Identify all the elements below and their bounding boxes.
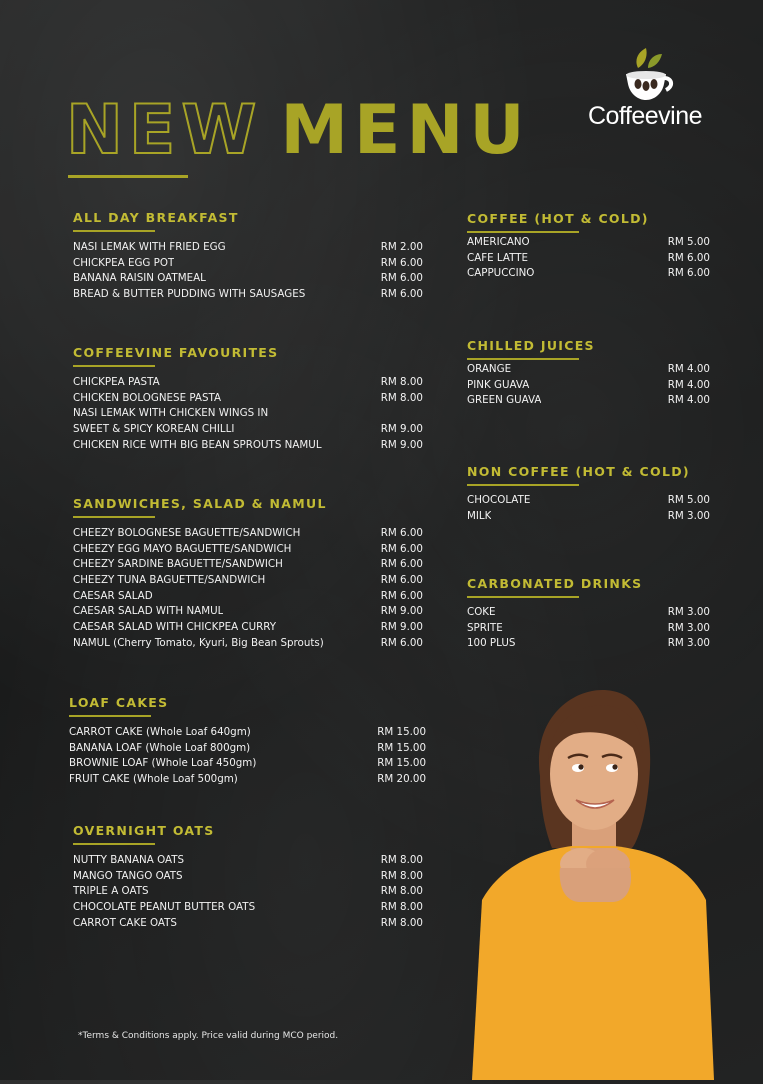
item-list [73,853,423,931]
menu-item-price: RM 3.00 [667,606,710,618]
section-underline [73,230,155,232]
section-non-coffee [467,463,710,524]
menu-item-price: RM 9.00 [380,621,423,634]
menu-item [73,884,423,900]
menu-item-name: COKE [467,606,496,618]
coffee-cup-with-leaves-icon [618,46,674,102]
menu-item-price: RM 15.00 [377,757,426,770]
section-underline [73,843,155,845]
menu-item-price: RM 6.00 [380,527,423,539]
menu-item [73,604,423,620]
menu-item [73,557,423,573]
menu-item [73,542,423,558]
section-underline [467,484,579,486]
menu-item-name: BROWNIE LOAF (Whole Loaf 450gm) [69,757,257,770]
menu-item-name: CAESAR SALAD [73,589,153,602]
item-list [69,725,426,788]
menu-item [73,916,423,932]
menu-item [69,725,426,741]
menu-item-name: BREAD & BUTTER PUDDING WITH SAUSAGES [73,288,306,301]
menu-item [73,438,423,454]
menu-item-name: SPRITE [467,621,503,634]
menu-item-price: RM 8.00 [380,869,423,882]
section-title: ALL DAY BREAKFAST [73,210,239,225]
menu-item-name: CHOCOLATE PEANUT BUTTER OATS [73,901,256,914]
terms-note: *Terms & Conditions apply. Price valid during MCO period. [78,1031,339,1041]
menu-item-name: CHICKEN RICE WITH BIG BEAN SPROUTS NAMUL [73,438,322,451]
section-title: COFFEEVINE FAVOURITES [73,345,279,360]
menu-item-price: RM 8.00 [380,885,423,898]
title-underline [68,175,188,178]
section-chilled-juices [467,337,710,409]
item-list [73,240,423,303]
menu-item-price: RM 9.00 [380,605,423,618]
menu-item-name: ORANGE [467,363,512,375]
section-underline [69,715,151,717]
brand-name: Coffeevine [587,102,703,130]
smiling-woman-photo [462,688,722,1080]
menu-item-name: MILK [467,509,492,522]
menu-item-name: TRIPLE A OATS [73,885,149,898]
menu-item-name: NAMUL (Cherry Tomato, Kyuri, Big Bean Sprouts) [73,636,324,649]
menu-item [467,509,710,525]
menu-item [69,772,426,788]
menu-item [467,266,710,282]
page-title [66,91,531,170]
section-overnight-oats [73,822,423,931]
section-title: LOAF CAKES [69,695,169,710]
menu-item-price: RM 3.00 [667,509,710,522]
menu-item-price: RM 9.00 [380,438,423,451]
menu-item-name: NUTTY BANANA OATS [73,854,185,866]
item-list [467,605,710,652]
menu-item [73,256,423,272]
menu-item [73,869,423,885]
menu-item-price: RM 6.00 [380,256,423,269]
menu-item [73,853,423,869]
menu-item-price: RM 6.00 [380,272,423,285]
title-outline-word: NEW [66,91,263,170]
menu-item-price: RM 3.00 [667,637,710,650]
menu-item [73,406,423,422]
section-underline [467,358,579,360]
menu-item [73,526,423,542]
menu-item [467,493,710,509]
menu-item [73,636,423,652]
menu-item-name: CHEEZY EGG MAYO BAGUETTE/SANDWICH [73,542,292,555]
menu-item-name: SWEET & SPICY KOREAN CHILLI [73,423,235,436]
menu-item [73,589,423,605]
section-breakfast [73,209,423,303]
section-underline [73,516,155,518]
menu-item-price: RM 6.00 [380,288,423,301]
menu-item-name: CHICKEN BOLOGNESE PASTA [73,391,222,404]
menu-item [73,620,423,636]
menu-item-price: RM 8.00 [380,376,423,388]
section-title: COFFEE (HOT & COLD) [467,211,649,226]
menu-item-name: NASI LEMAK WITH FRIED EGG [73,241,226,253]
menu-item [73,271,423,287]
menu-item-name: CHEEZY TUNA BAGUETTE/SANDWICH [73,574,266,587]
menu-item [467,393,710,409]
menu-item-name: AMERICANO [467,236,530,248]
menu-item [467,621,710,637]
menu-item-name: NASI LEMAK WITH CHICKEN WINGS IN [73,407,269,420]
section-carbonated [467,575,710,652]
menu-item-price: RM 8.00 [380,916,423,929]
menu-item [73,900,423,916]
title-solid-word: MENU [280,91,531,170]
item-list [73,526,423,652]
section-favourites [73,344,423,453]
menu-item-name: 100 PLUS [467,637,516,650]
menu-item-price: RM 5.00 [667,494,710,506]
menu-item-name: CARROT CAKE (Whole Loaf 640gm) [69,726,251,738]
menu-item-name: CAESAR SALAD WITH CHICKPEA CURRY [73,621,277,634]
menu-item [467,362,710,378]
section-sandwiches [73,495,423,652]
section-loaf-cakes [69,694,426,788]
menu-item [69,756,426,772]
menu-item-price: RM 4.00 [667,378,710,391]
menu-item-name: CARROT CAKE OATS [73,916,177,929]
menu-item-price: RM 20.00 [377,773,426,786]
menu-item-price: RM 6.00 [667,251,710,264]
menu-item-name: FRUIT CAKE (Whole Loaf 500gm) [69,773,238,786]
menu-item-name: BANANA LOAF (Whole Loaf 800gm) [69,741,251,754]
menu-item-name: CHOCOLATE [467,494,531,506]
menu-item-name: BANANA RAISIN OATMEAL [73,272,206,285]
menu-item-name: CAPPUCCINO [467,267,535,280]
menu-item [73,375,423,391]
menu-item [73,391,423,407]
section-title: OVERNIGHT OATS [73,823,215,838]
menu-item-name: CHICKPEA PASTA [73,376,160,388]
menu-item-price: RM 15.00 [377,726,426,738]
menu-item-name: CHICKPEA EGG POT [73,256,175,269]
menu-item-name: PINK GUAVA [467,378,530,391]
item-list [467,235,710,282]
section-title: SANDWICHES, SALAD & NAMUL [73,496,327,511]
menu-item-price: RM 6.00 [380,574,423,587]
menu-item-price: RM 3.00 [667,621,710,634]
menu-item-price: RM 8.00 [380,391,423,404]
menu-item [73,573,423,589]
section-coffee [467,210,710,282]
menu-item-price: RM 2.00 [380,241,423,253]
brand-logo [580,46,710,130]
menu-item [73,422,423,438]
menu-item [467,235,710,251]
menu-item [467,636,710,652]
section-title: CARBONATED DRINKS [467,576,643,591]
menu-item-price: RM 6.00 [380,636,423,649]
menu-item-name: CHEEZY BOLOGNESE BAGUETTE/SANDWICH [73,527,301,539]
item-list [73,375,423,453]
menu-item [73,287,423,303]
menu-item [467,605,710,621]
menu-item-name: CHEEZY SARDINE BAGUETTE/SANDWICH [73,558,283,571]
menu-item-name: CAESAR SALAD WITH NAMUL [73,605,224,618]
menu-item-price: RM 6.00 [380,589,423,602]
menu-item-price: RM 9.00 [380,423,423,436]
menu-item-price: RM 8.00 [380,854,423,866]
section-underline [467,596,579,598]
section-title: CHILLED JUICES [467,338,595,353]
item-list [467,493,710,524]
menu-item-price: RM 4.00 [667,363,710,375]
section-underline [467,231,579,233]
menu-item-price: RM 6.00 [380,558,423,571]
item-list [467,362,710,409]
menu-item-name: CAFE LATTE [467,251,529,264]
menu-item [467,251,710,267]
section-title: NON COFFEE (HOT & COLD) [467,464,690,479]
menu-item-name: MANGO TANGO OATS [73,869,183,882]
menu-item-price: RM 5.00 [667,236,710,248]
section-underline [73,365,155,367]
menu-item-name: GREEN GUAVA [467,394,542,407]
menu-item-price: RM 4.00 [667,394,710,407]
menu-item [467,378,710,394]
menu-item-price: RM 8.00 [380,901,423,914]
menu-item [73,240,423,256]
menu-item [69,741,426,757]
menu-item-price: RM 6.00 [380,542,423,555]
menu-item-price: RM 15.00 [377,741,426,754]
menu-item-price: RM 6.00 [667,267,710,280]
